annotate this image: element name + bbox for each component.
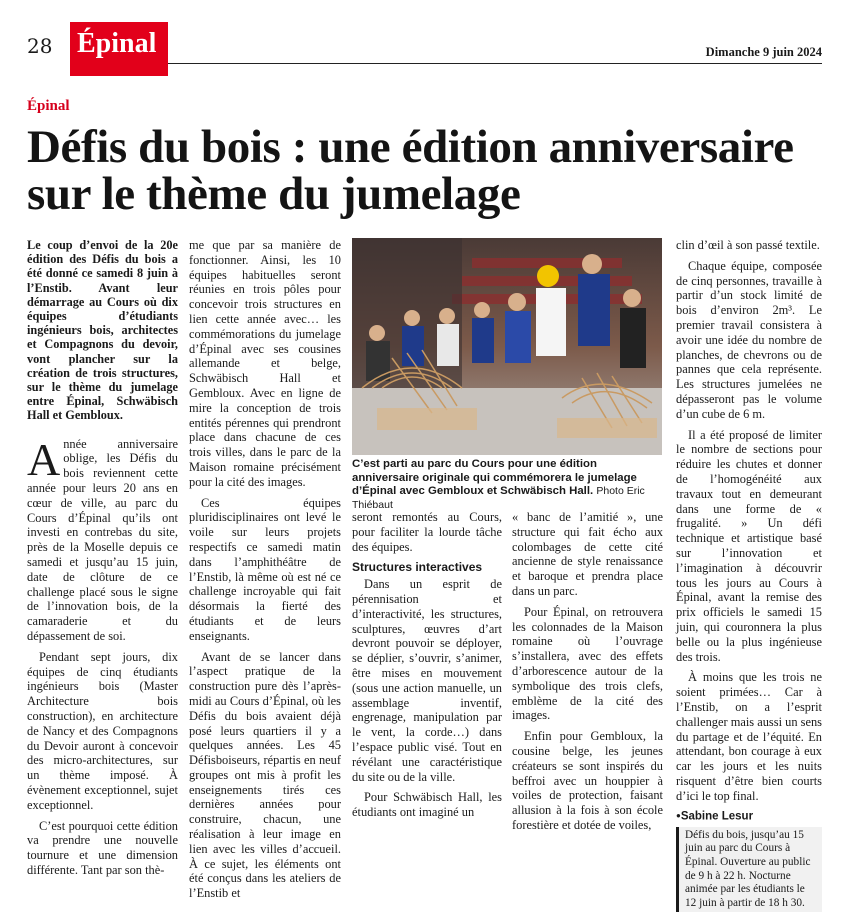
paragraph: Pour Épinal, on retrouvera les colonnades de la Maison romaine où l’ouvrage s’installera, avec des effets d’arborescence autour de la symbolique des trois clefs, emblème de la cité des images.: [512, 604, 663, 723]
issue-date: Dimanche 9 juin 2024: [705, 45, 822, 59]
page-number: 28: [27, 34, 53, 58]
paragraph: À moins que les trois ne soient primées… Car à l’Enstib, on a l’esprit challenger mais aussi un sens du partage et de l’équité. En attendant, bon courage à eux car les jours et les nuits risquent d’être bien courts d’ici le top final.: [676, 670, 822, 803]
article-column-5: [676, 238, 822, 912]
article-chapo: Le coup d’envoi de la 20e édition des Défis du bois a été donné ce samedi 8 juin à l’Enstib. Avant leur démarrage au Cours où dix équipes d’étudiants ingénieurs bois, architectes et Compagnons du devoir, vont plancher sur la création de trois structures, sur le thème du jumelage entre Épinal, Schwäbisch Hall et Gembloux.: [27, 238, 178, 423]
lead-paragraph: [27, 433, 178, 644]
paragraph: Chaque équipe, composée de cinq personnes, travaille à partir d’un stock limité de bois d’environ 2m³. Le premier travail consistera à avoir une idée du nombre de planches, de chevrons ou de pannes que cela représente. Les structures jumelées ne dépasseront pas le volume d’un cube de 6 m.: [676, 258, 822, 421]
paragraph: Enfin pour Gembloux, la cousine belge, les jeunes créateurs se sont inspirés du beffroi avec un houppier à voiles de protection, faisant allusion à la fois à son école forestière et dotée de voiles,: [512, 729, 663, 832]
practical-info-box: [676, 827, 822, 912]
photo-illustration: [352, 238, 662, 455]
author-signature: ● Sabine Lesur: [676, 809, 822, 824]
photo-credit: Photo Eric Thiébaut: [352, 485, 645, 511]
photo-caption: [352, 458, 662, 512]
practical-info-text: Défis du bois, jusqu’au 15 juin au parc du Cours à Épinal. Ouverture au public de 9 h à 22 h. Nocturne animée par les étudiants le 12 juin à partir de 18 h 30.: [685, 828, 811, 909]
paragraph: Avant de se lancer dans l’aspect pratique de la construction pure dès l’après-midi au Cours d’Épinal, où les Défis du bois avaient déjà posé leurs quartiers il y a quelques années. Les 45 Défisboiseurs, répartis en neuf groupes ont mis à profit les enseignements tirés ces dernières années pour construire, chacun, une réalisation à leur image en lien avec les villes d’accueil. À ce sujet, les éléments ont été conçus dans les ateliers de l’Enstib et: [189, 649, 341, 901]
paragraph: me que par sa manière de fonctionner. Ainsi, les 10 équipes habituelles seront réunies en trois pôles pour concevoir trois structures en lien cette année avec… les commémorations du jumelage d’Épinal avec ses cousines allemande et belge, Schwäbisch Hall et Gembloux. Avec en ligne de mire la conception de trois entités pérennes qui prendront place dans chacune de ces trois villes, dans le parc de la Maison romaine précisément pour la cité des images.: [189, 238, 341, 489]
paragraph: Pour Schwäbisch Hall, les étudiants ont imaginé un: [352, 790, 502, 820]
section-kicker: Épinal: [27, 98, 70, 114]
caption-text: C’est parti au parc du Cours pour une édition anniversaire originale qui commémorera le jumelage d’Épinal avec Gembloux et Schwäbisch Hall.: [352, 458, 637, 497]
paragraph: Dans un esprit de pérennisation et d’interactivité, les structures, sculptures, œuvres d’art devront pouvoir se déployer, se déplier, s’ouvrir, s’animer, être mises en mouvement (sous une action manuelle, un assemblage inventif, engrenage, manipulation par le vent, la corde…) dans l’espace public visé. Tout en révélant une caractéristique du site ou de la ville.: [352, 577, 502, 784]
header-rule: [168, 63, 822, 64]
article-subheading: Structures interactives: [352, 560, 483, 575]
article-headline: Défis du bois : une édition anniversaire sur le thème du jumelage: [27, 121, 794, 220]
paragraph: clin d’œil à son passé textile.: [676, 238, 820, 252]
article-photo: [352, 238, 662, 455]
article-column-1: [27, 238, 178, 884]
paragraph: Ces équipes pluridisciplinaires ont levé le voile sur leurs projets respectifs ce samedi matin dans l’amphithéâtre de l’Enstib, là même où est né ce challenge incroyable qui fait désormais la fierté des étudiants et de leurs enseignants.: [189, 495, 341, 643]
newspaper-brand-logo: Épinal: [70, 22, 168, 76]
lead-paragraph-text: nnée anniversaire oblige, les Défis du bois reviennent cette année pour leurs 20 ans en cœur de ville, au parc du Cours d’Épinal qu’ils ont investi en contrebas du site, près de la Moselle depuis ce samedi et jusqu’au 15 juin, date de clôture de ce challenge placé sous le signe de l’innovation bois, de la camaraderie et du dépassement de soi.: [27, 436, 178, 643]
article-column-2: [189, 238, 341, 907]
paragraph: « banc de l’amitié », une structure qui fait écho aux colombages de cette cité ancienne de style renaissance et baroque et prendra place dans un parc.: [512, 510, 663, 598]
paragraph: seront remontés au Cours, pour faciliter la lourde tâche des équipes.: [352, 510, 502, 554]
paragraph: Il a été proposé de limiter le nombre de sections pour réduire les chutes et donner de l’homogénéité aux travaux tout en demeurant dans une forme de « frugalité. » Un défi technique et artistique basé sur l’innovation et l’imagination à découvrir tous les jours au Cours à Épinal, avant la remise des prix officiels le samedi 15 juin, qui couronnera la plus belle ou la plus ingénieuse des trois.: [676, 427, 822, 664]
article-column-4: [512, 510, 663, 839]
paragraph: C’est pourquoi cette édition va prendre une nouvelle tournure et une dimension différente. Tant par son thè-: [27, 818, 178, 877]
article-column-3: [352, 510, 502, 826]
paragraph: Pendant sept jours, dix équipes de cinq étudiants ingénieurs bois (Master Architecture bois construction), en architecture de Nancy et des Compagnons du Devoir auront à concevoir des micro-architectures, sur un thème imposé. À évènement exceptionnel, sujet exceptionnel.: [27, 649, 178, 812]
drop-cap: A: [27, 433, 61, 485]
